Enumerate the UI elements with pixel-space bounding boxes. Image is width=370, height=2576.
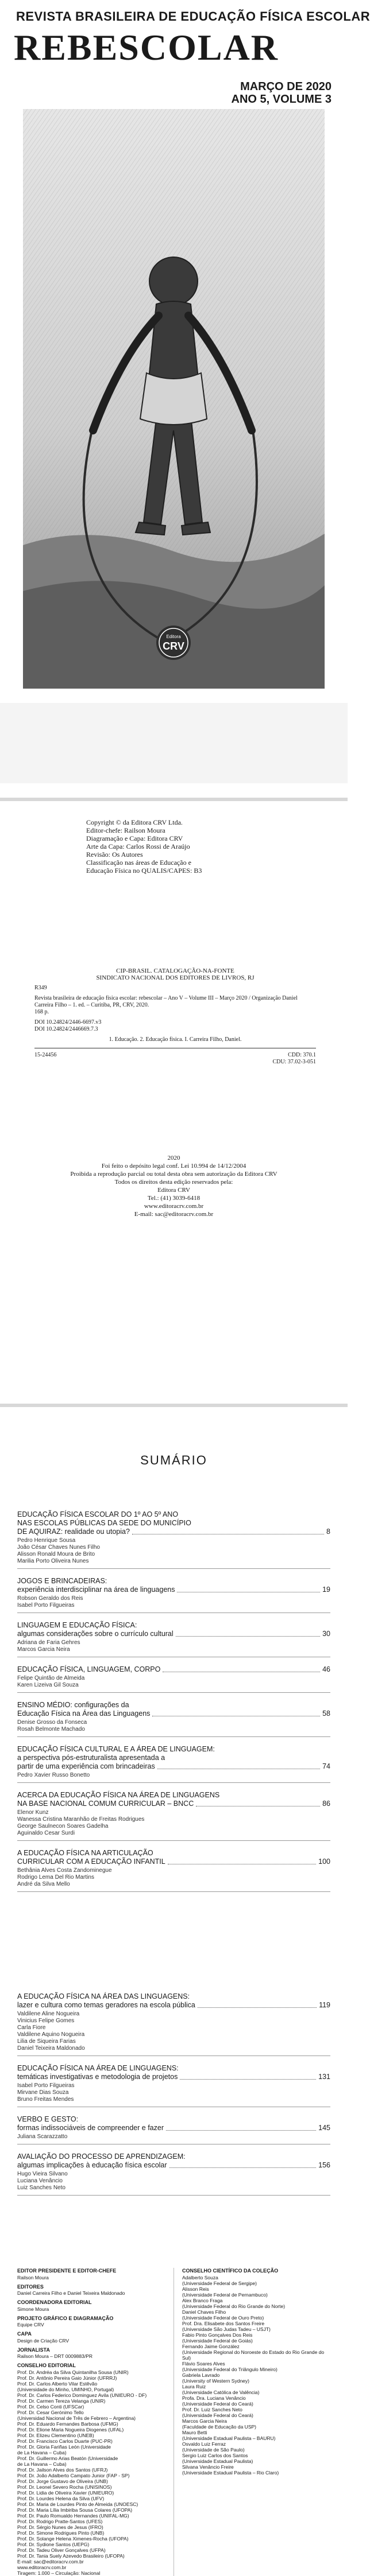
credit-line: Arte da Capa: Carlos Rossi de Araújo — [86, 842, 190, 850]
credits-line: Prof. Dr. Carlos Alberto Vilar Estêvão — [17, 2380, 98, 2387]
legal-line: www.editoracrv.com.br — [144, 1203, 204, 1210]
legal-line: Todos os direitos desta edição reservados pela: — [114, 1179, 233, 1186]
toc-authors — [17, 1719, 330, 1733]
cip-doi: DOI 10.24824/2446669.7.3 — [34, 1026, 98, 1032]
credit-line: Copyright © da Editora CRV Ltda. — [86, 818, 183, 826]
credits-line: Mauro Betti — [182, 2429, 207, 2435]
credits-line: Prof. Dr. Andréa da Silva Quintanilha Sousa (UNIR) — [17, 2369, 129, 2375]
toc-divider — [17, 1692, 330, 1693]
cover-page — [0, 0, 370, 798]
toc-entry[interactable] — [17, 1849, 330, 1892]
credits-line: (Universidade Estadual Paulista – Rio Claro) — [182, 2469, 279, 2476]
credits-line: Prof. Dr. Tadeu Oliver Gonçalves (UFPA) — [17, 2547, 106, 2553]
toc-entry-main-line — [17, 1528, 330, 1536]
credit-line: Editor-chefe: Railson Moura — [86, 826, 165, 834]
credits-line: Prof. Dr. Elizeu Clementino (UNEB) — [17, 2432, 94, 2438]
cover-illustration — [23, 109, 325, 689]
toc-divider — [17, 1782, 330, 1783]
credits-line: Osvaldo Luiz Ferraz — [182, 2441, 226, 2447]
credits-line: www.editoracrv.com.br — [17, 2564, 67, 2570]
credits-line: Prof. Dr. Paulo Romualdo Hernandes (UNIFAL-MG) — [17, 2512, 129, 2519]
credit-line: Classificação nas áreas de Educação e — [86, 858, 191, 867]
credits-line: (Universidade Federal do Ceará) — [182, 2412, 253, 2418]
credits-heading: PROJETO GRÁFICO E DIAGRAMAÇÃO — [17, 2315, 114, 2321]
toc-entry-title-line: A EDUCAÇÃO FÍSICA NA ARTICULAÇÃO — [17, 1849, 153, 1857]
legal-line: E-mail: sac@editoracrv.com.br — [134, 1211, 214, 1218]
toc-author: Denise Grosso da Fonseca — [17, 1719, 87, 1726]
credits-line: Silvana Venâncio Freire — [182, 2464, 234, 2470]
credits-line: Profa. Dra. Luciana Venâncio — [182, 2395, 246, 2401]
toc-author: George Saulnecon Soares Gadelha — [17, 1823, 109, 1829]
toc-author: Elenor Kunz — [17, 1809, 49, 1816]
toc-entry-main-line — [17, 2001, 330, 2010]
toc-entry-title: EDUCAÇÃO FÍSICA, LINGUAGEM, CORPO — [17, 1665, 161, 1673]
toc-authors — [17, 2082, 330, 2103]
cip-subtitle: SINDICATO NACIONAL DOS EDITORES DE LIVROS, RJ — [96, 974, 255, 981]
toc-entry-title-line: LINGUAGEM E EDUCAÇÃO FÍSICA: — [17, 1621, 137, 1629]
toc-author: Lilia de Siqueira Farias — [17, 2038, 76, 2045]
credits-line: (Universidade Federal do Triângulo Mineiro) — [182, 2366, 278, 2372]
credits-line: Marcos Garcia Neira — [182, 2418, 227, 2424]
toc-entry[interactable] — [17, 2153, 330, 2196]
toc-entry-title: algumas considerações sobre o currículo cultural — [17, 1630, 174, 1638]
toc-author: Juliana Scarazzatto — [17, 2134, 68, 2140]
credits-line: Prof. Dr. João Adalberto Campato Junior (FAP - SP) — [17, 2472, 130, 2478]
toc-page-number: 100 — [318, 1858, 330, 1866]
credits-heading: CONSELHO CIENTÍFICO DA COLEÇÃO — [182, 2268, 279, 2274]
credits-line: Prof. Dra. Elisabete dos Santos Freire — [182, 2320, 265, 2326]
toc-divider — [17, 1736, 330, 1737]
credits-line: Prof. Dr. Sydione Santos (UEPG) — [17, 2541, 90, 2547]
toc-author: Carla Fiore — [17, 2025, 46, 2031]
legal-line: Foi feito o depósito legal conf. Lei 10.994 de 14/12/2004 — [101, 1163, 246, 1170]
toc-authors — [17, 2134, 330, 2140]
legal-line: Proibida a reprodução parcial ou total desta obra sem autorização da Editora CRV — [70, 1171, 278, 1178]
credits-line: Fabio Pinto Gonçalves Dos Reis — [182, 2332, 253, 2338]
toc-author: Luiz Sanches Neto — [17, 2185, 65, 2191]
cip-title: CIP-BRASIL. CATALOGAÇÃO-NA-FONTE — [116, 968, 234, 974]
cip-cdd: CDD: 370.1 — [288, 1052, 316, 1058]
toc-entry[interactable] — [17, 1577, 330, 1613]
contents-title: SUMÁRIO — [140, 1453, 207, 1467]
toc-authors — [17, 2171, 330, 2192]
toc-author: Robson Geraldo dos Reis — [17, 1595, 83, 1602]
credits-line: Prof. Dr. Luiz Sanches Neto — [182, 2406, 242, 2412]
issue-volume: ANO 5, VOLUME 3 — [231, 93, 332, 106]
toc-page-number: 86 — [322, 1800, 330, 1808]
toc-entry-title: DE AQUIRAZ: realidade ou utopia? — [17, 1528, 130, 1536]
toc-entry-title: lazer e cultura como temas geradores na escola pública — [17, 2001, 195, 2009]
journal-brand: REBESCOLAR — [14, 27, 279, 68]
credits-line: E-mail: sac@editoracrv.com.br — [17, 2558, 84, 2565]
credits-line: (Universidade Estadual Paulista) — [182, 2458, 253, 2464]
credits-line: (Universidade Federal do Ceará) — [182, 2400, 253, 2407]
credits-line: Equipe CRV — [17, 2322, 44, 2328]
issue-info — [232, 80, 332, 106]
toc-entry-title: formas indissociáveis de compreender e fazer — [17, 2124, 164, 2132]
toc-page-number: 46 — [322, 1665, 330, 1673]
toc-entry-title: CURRICULAR COM A EDUCAÇÃO INFANTIL — [17, 1858, 165, 1866]
journal-title: REVISTA BRASILEIRA DE EDUCAÇÃO FÍSICA ESCOLAR — [16, 9, 370, 24]
toc-authors — [17, 1772, 330, 1779]
cip-subjects: 1. Educação. 2. Educação física. I. Carreira Filho, Daniel. — [109, 1036, 242, 1043]
toc-authors — [17, 1595, 330, 1609]
toc-author: Aguinaldo Cesar Surdi — [17, 1830, 75, 1836]
toc-entry-main-line — [17, 1586, 330, 1594]
credits-right-column — [182, 2268, 330, 2576]
credits-line: (Universidade Federal do Rio Grande do Norte) — [182, 2303, 286, 2309]
credits-line: Alisson Reis — [182, 2286, 209, 2292]
toc-leader-dots — [169, 2167, 317, 2168]
toc-entry[interactable] — [17, 1745, 330, 1783]
credits-line: Laura Ruiz — [182, 2383, 206, 2389]
toc-entry-title-line: NAS ESCOLAS PÚBLICAS DA SEDE DO MUNICÍPIO — [17, 1519, 191, 1527]
toc-entry-title-line: AVALIAÇÃO DO PROCESSO DE APRENDIZAGEM: — [17, 2153, 186, 2161]
credits-line: Prof. Dr. Maria Lília Imbiriba Sousa Colares (UFOPA) — [17, 2507, 133, 2513]
legal-notice — [23, 1154, 325, 1218]
toc-entry-title-line: EDUCAÇÃO FÍSICA CULTURAL E A ÁREA DE LINGUAGEM: — [17, 1745, 215, 1753]
toc-author: Isabel Porto Filgueiras — [17, 2082, 75, 2089]
toc-entry[interactable] — [17, 1510, 330, 1569]
toc-entry-title: NA BASE NACIONAL COMUM CURRICULAR – BNCC — [17, 1800, 194, 1808]
toc-author: Bethânia Alves Costa Zandominegue — [17, 1867, 112, 1874]
credits-line: Prof. Dr. Lidia de Oliveira Xavier (UNIEURO) — [17, 2489, 114, 2496]
toc-entry-main-line — [17, 1630, 330, 1638]
toc-entry-main-line — [17, 2124, 330, 2132]
credits-line: Prof. Dr. Carlos Federico Dominguez Avila (UNIEURO - DF) — [17, 2392, 147, 2398]
credits-line: (Universidade Estadual Paulista – BAURU) — [182, 2435, 276, 2441]
credit-line: Revisão: Os Autores — [86, 850, 143, 858]
crv-logo-main: CRV — [163, 640, 184, 652]
credits-line: Prof. Dr. Francisco Carlos Duarte (PUC-PR) — [17, 2438, 113, 2444]
toc-author: Rosah Belmonte Machado — [17, 1726, 85, 1732]
toc-author: Valdilene Aline Nogueira — [17, 2011, 80, 2017]
cip-cdu: CDU: 37.02-3-051 — [272, 1059, 316, 1065]
toc-authors — [17, 1537, 330, 1565]
credits-line: Prof. Dr. Guillermo Arias Beatón (Universidade — [17, 2455, 118, 2461]
credits-heading: CAPA — [17, 2331, 32, 2337]
credits-line: (Universidad Nacional de Três de Febrero – Argentina) — [17, 2415, 136, 2421]
toc-authors — [17, 1867, 330, 1888]
toc-author: Mirvane Dias Souza — [17, 2089, 69, 2096]
toc-entry[interactable] — [17, 2115, 330, 2144]
toc-page-number: 8 — [326, 1528, 330, 1536]
toc-author: Marilia Porto Oliveira Nunes — [17, 1558, 89, 1564]
toc-entry-title-line: a perspectiva pós-estruturalista apresentada a — [17, 1754, 165, 1762]
toc-leader-dots — [176, 1636, 320, 1637]
credits-line: Fernando Jaime González — [182, 2343, 240, 2349]
credits-line: Prof. Dr. Maria de Lourdes Pinto de Almeida (UNOESC) — [17, 2501, 138, 2507]
toc-author: Adriana de Faria Gehres — [17, 1639, 80, 1646]
toc-author: Wanessa Cristina Maranhão de Freitas Rodrigues — [17, 1816, 145, 1823]
toc-page-number: 19 — [322, 1586, 330, 1594]
toc-authors — [17, 1639, 330, 1653]
toc-entry-main-line — [17, 2161, 330, 2170]
toc-entry-main-line — [17, 1800, 330, 1808]
toc-page-number: 30 — [322, 1630, 330, 1638]
toc-entry[interactable] — [17, 1791, 330, 1841]
credits-line: Daniel Chaves Filho — [182, 2309, 226, 2315]
toc-author: Rodrigo Lema Del Rio Martins — [17, 1874, 94, 1880]
credits-line: (Universidade Federal de Pernambuco) — [182, 2291, 268, 2298]
credits-line: Prof. Dr. Solange Helena Ximenes-Rocha (UFOPA) — [17, 2535, 129, 2542]
cip-entry: Revista brasileira de educação física escolar: rebescolar – Ano V – Volume III – Março 2020 / Organização Daniel Carreira Filho – 1. ed. – Curitiba, PR, CRV, 2020. — [34, 995, 298, 1008]
credits-heading: COORDENADORA EDITORIAL — [17, 2299, 92, 2305]
catalog-page — [0, 801, 348, 1404]
credits-line: Design de Criação CRV — [17, 2337, 70, 2344]
credits-line: Alex Branco Fraga — [182, 2297, 223, 2303]
toc-entry[interactable] — [17, 1665, 330, 1693]
toc-divider — [17, 1840, 330, 1841]
toc-entry[interactable] — [17, 1621, 330, 1657]
toc-author: Felipe Quintão de Almeida — [17, 1675, 85, 1681]
credits-line: Prof. Dr. Rodrigo Pratte-Santos (UFES) — [17, 2518, 103, 2524]
credit-line: Educação Física no QUALIS/CAPES: B3 — [86, 867, 202, 875]
cip-class-row — [34, 1052, 316, 1066]
credits-line: (Universidade de São Paulo) — [182, 2446, 245, 2453]
credits-line: de La Havana – Cuba) — [17, 2461, 67, 2467]
toc-author: Hugo Vieira Silvano — [17, 2171, 68, 2177]
toc-author: João César Chaves Nunes Filho — [17, 1544, 100, 1551]
toc-leader-dots — [166, 2130, 316, 2131]
credits-line: Simone Moura — [17, 2306, 49, 2312]
credits-line: (Universidade do Minho, UMINHO, Portugal) — [17, 2386, 114, 2392]
credits-left-column — [17, 2268, 165, 2576]
credits-line: (University of Western Sydney) — [182, 2377, 249, 2384]
issue-date: MARÇO DE 2020 — [240, 80, 332, 93]
toc-page-number: 74 — [322, 1762, 330, 1770]
credits-line: Prof. Dr. Simone Rodrigues Pinto (UNB) — [17, 2530, 105, 2536]
toc-entry-main-line — [17, 1858, 330, 1866]
credits-line: Prof. Dr. Jailson Alves dos Santos (UFRJ) — [17, 2466, 108, 2473]
toc-entry-title: Educação Física na Área das Linguagens — [17, 1709, 151, 1718]
cover-footer — [0, 703, 348, 783]
toc-author: Marcos Garcia Neira — [17, 1646, 70, 1653]
legal-line: 2020 — [167, 1155, 180, 1161]
toc-divider — [17, 1891, 330, 1892]
legal-line: Editora CRV — [157, 1187, 190, 1194]
credits-line: Adalberto Souza — [182, 2274, 218, 2280]
toc-author: Pedro Henrique Sousa — [17, 1537, 76, 1544]
toc-author: Bruno Freitas Mendes — [17, 2096, 74, 2103]
toc-entry-title-line: ACERCA DA EDUCAÇÃO FÍSICA NA ÁREA DE LINGUAGENS — [17, 1791, 220, 1799]
credits-line: Prof. Dr. Celso Conti (UFSCar) — [17, 2403, 84, 2410]
cip-doi: DOI 10.24824/2446-6697.v3 — [34, 1019, 102, 1025]
toc-entry-main-line — [17, 2073, 330, 2081]
credits-line: Prof. Dr. Elione Maria Nogueira Diogenes (UFAL) — [17, 2426, 124, 2433]
credits-heading: CONSELHO EDITORIAL — [17, 2363, 76, 2368]
credits-line: (Universidade Federal de Goiás) — [182, 2337, 253, 2344]
credits-line: (Universidade Federal de Ouro Preto) — [182, 2314, 264, 2321]
toc-page-number: 131 — [318, 2073, 330, 2081]
credits-line: Prof. Dr. Lourdes Helena da Silva (UFV) — [17, 2495, 105, 2501]
credits-line: Flávio Soares Alves — [182, 2360, 225, 2367]
credits-line: Sergio Luiz Carlos dos Santos — [182, 2452, 248, 2458]
cip-code: R349 — [34, 985, 47, 991]
toc-entry-main-line — [17, 1762, 330, 1771]
toc-author: Karen Lizeiva Gil Souza — [17, 1682, 79, 1688]
credits-line: Prof. Dr. Leonel Severo Rocha (UNISINOS) — [17, 2484, 112, 2490]
credits-line: (Universidade Católica de Valência) — [182, 2389, 260, 2395]
toc-page-number: 58 — [322, 1709, 330, 1718]
toc-author: Luciana Venâncio — [17, 2178, 63, 2184]
toc-entry-title: partir de uma experiência com brincadeiras — [17, 1762, 155, 1770]
table-of-contents-continued — [17, 1992, 330, 2204]
toc-entry[interactable] — [17, 2064, 330, 2107]
credits-heading: EDITORES — [17, 2283, 44, 2290]
toc-entry-title-line: EDUCAÇÃO FÍSICA NA ÁREA DE LINGUAGENS: — [17, 2064, 179, 2072]
credit-line: Diagramação e Capa: Editora CRV — [86, 834, 183, 842]
toc-author: Pedro Xavier Russo Bonetto — [17, 1772, 90, 1778]
toc-entry-main-line — [17, 1709, 330, 1718]
credits-line: (Universidade São Judas Tadeu – USJT) — [182, 2326, 271, 2332]
toc-page-number: 156 — [318, 2161, 330, 2169]
table-of-contents — [17, 1510, 330, 1900]
toc-entry-title: experiência interdisciplinar na área de linguagens — [17, 1586, 175, 1594]
credits-line: Prof. Dr. Gloria Fariñas León (Universidade — [17, 2443, 111, 2450]
toc-leader-dots — [180, 2079, 316, 2080]
credits-line: Railson Moura – DRT 0009883/PR — [17, 2353, 93, 2359]
toc-entry-title-line: A EDUCAÇÃO FÍSICA NA ÁREA DAS LINGUAGENS: — [17, 1992, 190, 2000]
credits-line: Prof. Dr. Tania Suely Azevedo Brasileiro (UFOPA) — [17, 2552, 125, 2559]
credits-line: Gabriela Lavrado — [182, 2372, 220, 2378]
legal-line: Tel.: (41) 3039-6418 — [147, 1195, 201, 1202]
toc-entry-title-line: JOGOS E BRINCADEIRAS: — [17, 1577, 107, 1585]
cip-number: 15-24456 — [34, 1052, 57, 1058]
credits-line: Prof. Dr. Carmen Tereza Velanga (UNIR) — [17, 2398, 106, 2404]
toc-author: Valdilene Aquino Nogueira — [17, 2031, 85, 2038]
credits-line: Daniel Carreira Filho e Daniel Teixeira Maldonado — [17, 2290, 125, 2296]
credits-line: Prof. Dr. Sérgio Nunes de Jesus (IFRO) — [17, 2524, 103, 2530]
toc-entry-title-line: VERBO E GESTO: — [17, 2115, 79, 2123]
toc-authors — [17, 1809, 330, 1837]
crv-logo-top: Editora — [166, 634, 181, 639]
copyright-credits — [86, 818, 327, 875]
credits-line: Prof. Dr. Jorge Gustavo de Oliveira (UNB) — [17, 2478, 108, 2484]
toc-author: Isabel Porto Filgueiras — [17, 1602, 75, 1608]
credits-line: (Faculdade de Educação da USP) — [182, 2423, 256, 2430]
toc-entry[interactable] — [17, 1992, 330, 2056]
toc-entry-title-line: ENSINO MÉDIO: configurações da — [17, 1701, 129, 1709]
contents-page — [0, 1407, 348, 2576]
toc-entry[interactable] — [17, 1701, 330, 1737]
credits-line: Prof. Dr. Antônio Pereira Gaio Júnior (UFRRJ) — [17, 2375, 117, 2381]
toc-author: Alisson Ronald Moura de Brito — [17, 1551, 95, 1557]
toc-leader-dots — [198, 2007, 317, 2008]
cip-classification — [272, 1052, 316, 1066]
credits-line: Railson Moura — [17, 2274, 49, 2280]
toc-author: Daniel Teixeira Maldonado — [17, 2045, 85, 2052]
toc-entry-main-line — [17, 1665, 330, 1674]
credits-line: (Universidade Regional do Noroeste do Estado do Rio Grande do Sul) — [182, 2349, 325, 2361]
toc-entry-title: algumas implicações à educação física escolar — [17, 2161, 167, 2169]
toc-entry-title: temáticas investigativas e metodologia de projetos — [17, 2073, 178, 2081]
editorial-credits — [17, 2268, 330, 2576]
toc-author: André da Silva Mello — [17, 1881, 70, 1887]
cip-record — [34, 968, 316, 1066]
credits-line: Tiragem: 1.000 – Circulação: Nacional — [17, 2570, 101, 2576]
toc-page-number: 119 — [319, 2001, 330, 2009]
toc-authors — [17, 2011, 330, 2052]
credits-heading: EDITOR PRESIDENTE E EDITOR-CHEFE — [17, 2268, 117, 2274]
credits-line: (Universidade Federal de Sergipe) — [182, 2280, 257, 2286]
credits-line: Prof. Dr. Eduardo Fernandes Barbosa (UFMG) — [17, 2420, 118, 2427]
toc-author: Vinicius Felipe Gomes — [17, 2018, 75, 2024]
credits-line: de La Havana – Cuba) — [17, 2449, 67, 2455]
toc-page-number: 145 — [318, 2124, 330, 2132]
toc-divider — [17, 1568, 330, 1569]
toc-authors — [17, 1675, 330, 1689]
credits-heading: JORNALISTA — [17, 2346, 50, 2353]
toc-divider — [17, 2195, 330, 2196]
credits-line: Prof. Dr. Cesar Gerónimo Tello — [17, 2409, 84, 2415]
toc-entry-title-line: EDUCAÇÃO FÍSICA ESCOLAR DO 1º AO 5º ANO — [17, 1510, 179, 1518]
cip-pages: 168 p. — [34, 1009, 49, 1015]
crv-logo — [156, 625, 191, 660]
